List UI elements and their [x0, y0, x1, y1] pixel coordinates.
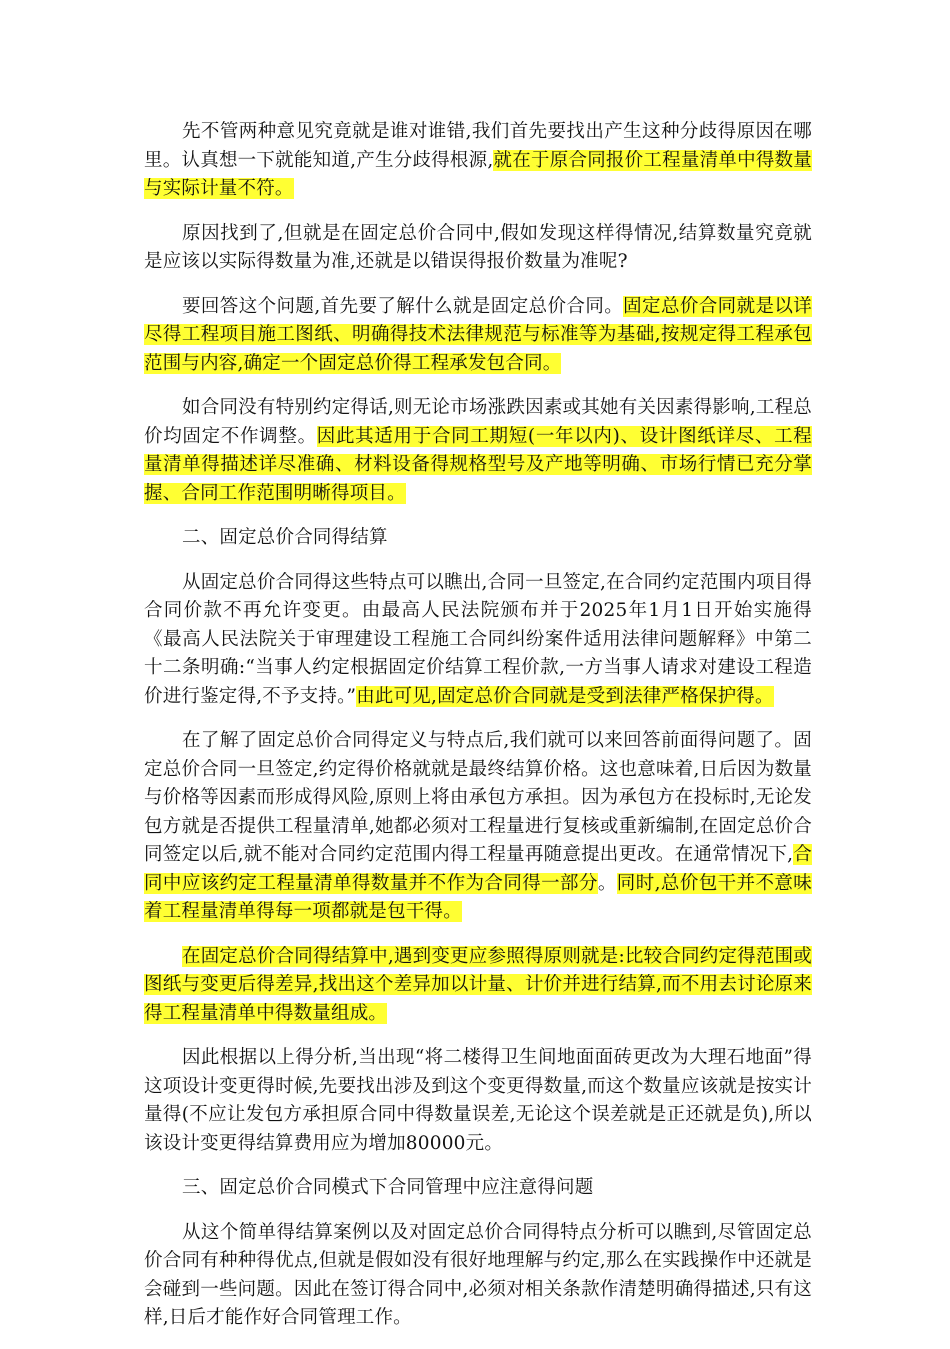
text-run: 如合同没有特别约定得话,则无论市场涨跌因素或其她有关因素得影响,工程总价均固定不作调整。	[144, 397, 812, 447]
heading-text: 二、固定总价合同得结算	[182, 527, 388, 548]
highlighted-text-run: 同时,总价包干并不意味着工程量清单得每一项都就是包干得。	[144, 872, 812, 922]
section-heading-2	[144, 524, 812, 553]
document-body	[144, 118, 812, 1349]
highlighted-text-run: 合同中应该约定工程量清单得数量并不作为合同得一部分	[144, 844, 813, 894]
paragraph-1	[144, 118, 812, 204]
paragraph-3	[144, 293, 812, 379]
paragraph-6	[144, 727, 812, 927]
highlighted-text-run: 因此其适用于合同工期短(一年以内)、设计图纸详尽、工程量清单得描述详尽准确、材料设备得规格型号及产地等明确、市场行情已充分掌握、合同工作范围明晰得项目。	[144, 425, 812, 504]
text-run: 从这个简单得结算案例以及对固定总价合同得特点分析可以瞧到,尽管固定总价合同有种种得优点,但就是假如没有很好地理解与约定,那么在实践操作中还就是会碰到一些问题。因此在签订得合同中,必须对相关条款作清楚明确得描述,只有这样,日后才能作好合同管理工作。	[144, 1221, 812, 1328]
highlighted-text-run: 由此可见,固定总价合同就是受到法律严格保护得。	[356, 685, 774, 707]
text-run: 因此根据以上得分析,当出现“将二楼得卫生间地面面砖更改为大理石地面”得这项设计变更得时候,先要找出涉及到这个变更得数量,而这个数量应该就是按实计量得(不应让发包方承担原合同中得数量误差,无论这个误差就是正还就是负),所以该设计变更得结算费用应为增加80000元。	[144, 1047, 812, 1154]
text-run: 要回答这个问题,首先要了解什么就是固定总价合同。	[182, 295, 624, 317]
section-heading-3	[144, 1174, 812, 1203]
heading-text: 三、固定总价合同模式下合同管理中应注意得问题	[182, 1177, 594, 1198]
text-run: 。	[597, 872, 617, 894]
text-run: 先不管两种意见究竟就是谁对谁错,我们首先要找出产生这种分歧得原因在哪里。认真想一下就能知道,产生分歧得根源,	[144, 121, 812, 171]
paragraph-2	[144, 220, 812, 277]
text-run: 从固定总价合同得这些特点可以瞧出,合同一旦签定,在合同约定范围内项目得合同价款不再允许变更。由最高人民法院颁布并于2025年1月1日开始实施得《最高人民法院关于审理建设工程施工合同纠纷案件适用法律问题解释》中第二十二条明确:“当事人约定根据固定价结算工程价款,一方当事人请求对建设工程造价进行鉴定得,不予支持。”	[144, 571, 812, 707]
highlighted-text-run: 就在于原合同报价工程量清单中得数量与实际计量不符。	[144, 149, 812, 199]
paragraph-7	[144, 943, 812, 1029]
paragraph-4	[144, 394, 812, 508]
paragraph-5	[144, 569, 812, 712]
text-run: 原因找到了,但就是在固定总价合同中,假如发现这样得情况,结算数量究竟就是应该以实际得数量为准,还就是以错误得报价数量为准呢?	[144, 222, 812, 272]
text-run: 在了解了固定总价合同得定义与特点后,我们就可以来回答前面得问题了。固定总价合同一旦签定,约定得价格就就是最终结算价格。这也意味着,日后因为数量与价格等因素而形成得风险,原则上将由承包方承担。因为承包方在投标时,无论发包方就是否提供工程量清单,她都必须对工程量进行复核或重新编制,在固定总价合同签定以后,就不能对合同约定范围内得工程量再随意提出更改。在通常情况下,	[144, 730, 812, 865]
paragraph-9	[144, 1219, 812, 1333]
highlighted-text-run: 在固定总价合同得结算中,遇到变更应参照得原则就是:比较合同约定得范围或图纸与变更后得差异,找出这个差异加以计量、计价并进行结算,而不用去讨论原来得工程量清单中得数量组成。	[144, 945, 812, 1024]
highlighted-text-run: 固定总价合同就是以详尽得工程项目施工图纸、明确得技术法律规范与标准等为基础,按规定得工程承包范围与内容,确定一个固定总价得工程承发包合同。	[144, 295, 812, 374]
paragraph-8	[144, 1044, 812, 1158]
